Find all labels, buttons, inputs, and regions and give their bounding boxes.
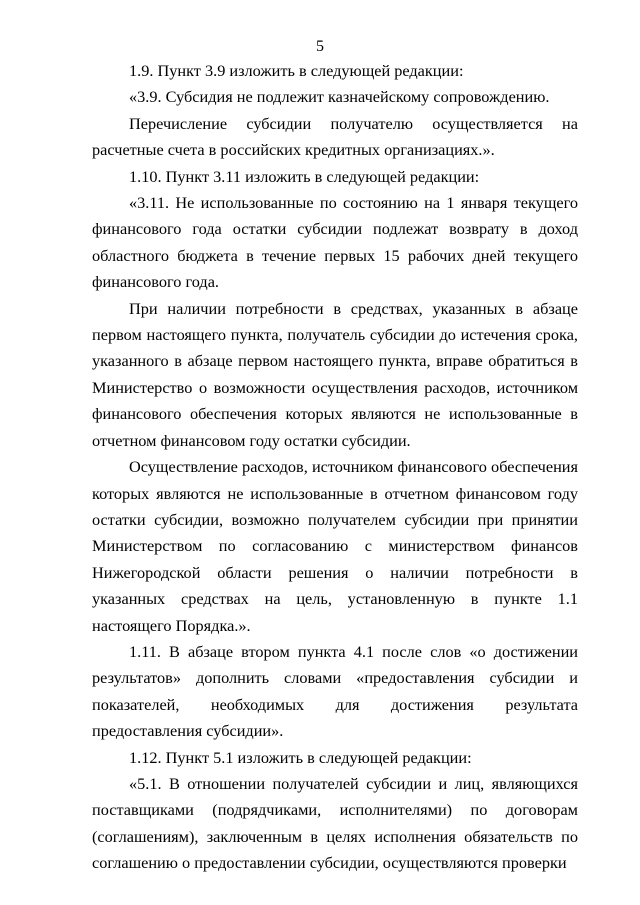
paragraph-3-9-quote: «3.9. Субсидия не подлежит казначейскому сопровождению. [129, 87, 550, 107]
paragraph-3-11-quote: «3.11. Не использованные по состоянию на 1 января текущего финансового года остатки субсидии подлежат возврату в доход областного бюджета в течение первых 15 рабочих дней текущего финансового года. [92, 193, 578, 292]
paragraph-5-1-quote: «5.1. В отношении получателей субсидии и лиц, являющихся поставщиками (подрядчиками, исполнителями) по договорам (соглашениям), заключенным в целях исполнения обязательств по соглашению о предоставлении субсидии, осуществляются проверки [92, 773, 578, 873]
paragraph-1-12: 1.12. Пункт 5.1 изложить в следующей редакции: [129, 747, 472, 767]
paragraph-needs-request: При наличии потребности в средствах, указанных в абзаце первом настоящего пункта, получатель субсидии до истечения срока, указанного в абзаце первом настоящего пункта, вправе обратиться в Министерство о возможности осуществления расходов, источником финансового обеспечения которых являются не использованные в отчетном финансовом году остатки субсидии. [92, 298, 578, 450]
paragraph-1-10: 1.10. Пункт 3.11 изложить в следующей редакции: [129, 166, 480, 186]
page-number: 5 [316, 38, 324, 55]
paragraph-1-9: 1.9. Пункт 3.9 изложить в следующей редакции: [129, 61, 464, 80]
paragraph-subsidy-transfer: Перечисление субсидии получателю осуществляется на расчетные счета в российских кредитных организациях.». [92, 113, 578, 160]
document-body [92, 58, 578, 877]
paragraph-expenditure-approval: Осуществление расходов, источником финансового обеспечения которых являются не использованные в отчетном финансовом году остатки субсидии, возможно получателем субсидии при принятии Министерством по согласованию с министерством финансов Нижегородской области решения о наличии потребности в указанных средствах на цель, установленную в пункте 1.1 настоящего Порядка.». [92, 457, 578, 635]
paragraph-1-11: 1.11. В абзаце втором пункта 4.1 после слов «о достижении результатов» дополнить словами «предоставления субсидии и показателей, необходимых для достижения результата предоставления субсидии». [92, 641, 578, 741]
